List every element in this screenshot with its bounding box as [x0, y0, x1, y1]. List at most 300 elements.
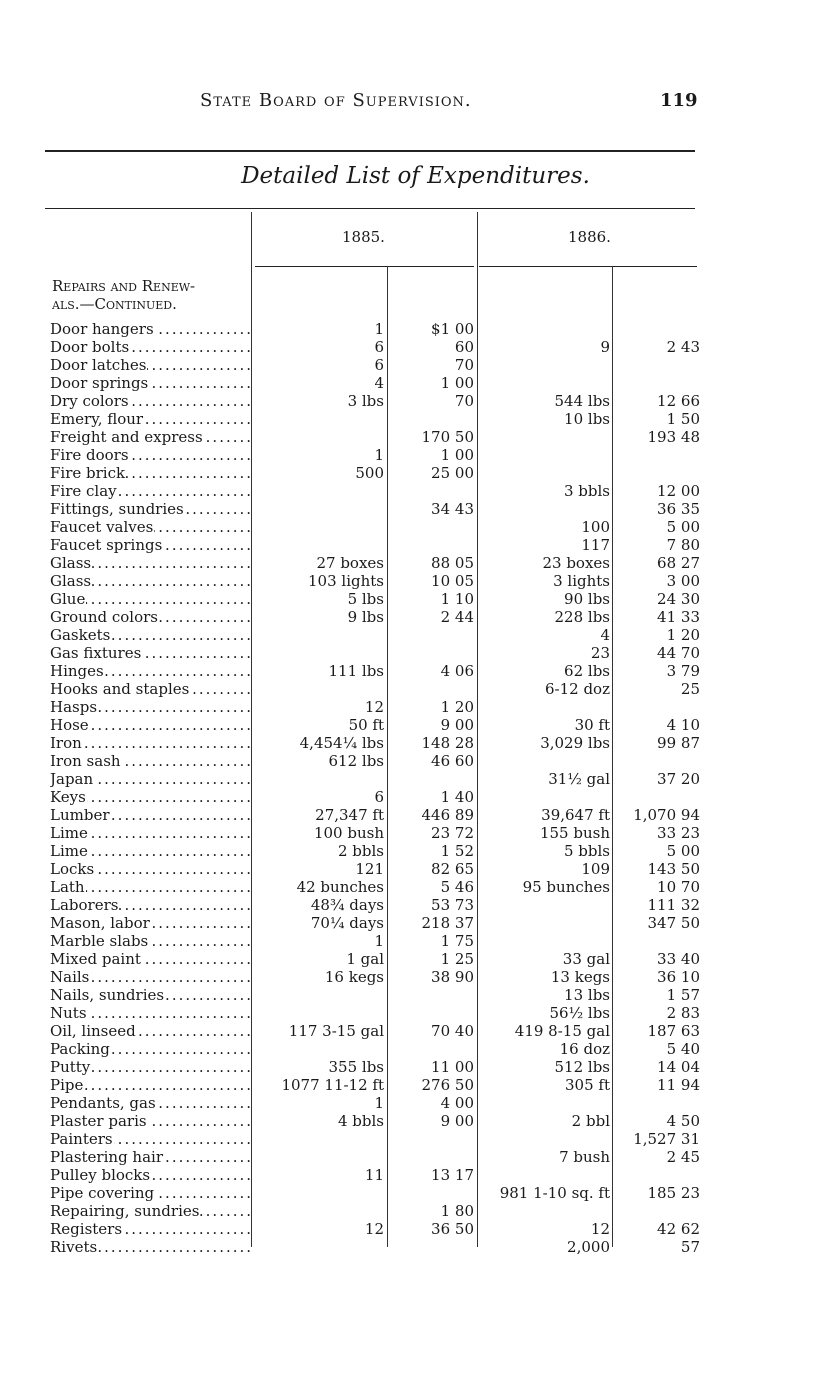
table-row	[0, 1220, 831, 1238]
row-label	[50, 1220, 250, 1238]
table-row	[0, 1058, 831, 1076]
table-row	[0, 410, 831, 428]
row-label	[50, 914, 250, 932]
row-label-text: Repairing, sundries	[50, 1202, 200, 1220]
quantity-1885: 11	[364, 1166, 384, 1184]
cost-1886: 187 63	[647, 1022, 700, 1040]
table-row	[0, 968, 831, 986]
quantity-1886: 9	[600, 338, 610, 356]
table-row	[0, 374, 831, 392]
quantity-1885	[258, 1004, 384, 1022]
quantity-1886: 419 8-15 gal	[514, 1022, 610, 1040]
quantity-1886: 13 lbs	[564, 986, 610, 1004]
quantity-1885: 121	[355, 860, 384, 878]
quantity-1886: 5 bbls	[563, 842, 610, 860]
table-row	[0, 1076, 831, 1094]
cost-1885: 25 00	[431, 464, 474, 482]
table-row	[0, 716, 831, 734]
row-label	[50, 464, 250, 482]
cost-1886: 347 50	[647, 914, 700, 932]
row-label	[50, 1112, 250, 1130]
row-label	[50, 788, 250, 806]
quantity-1886: 155 bush	[539, 824, 610, 842]
quantity-1885: 42 bunches	[296, 878, 384, 896]
row-label	[50, 1202, 250, 1220]
row-label	[50, 1058, 250, 1076]
cost-1886: 7 80	[666, 536, 700, 554]
quantity-1885: 1	[374, 1094, 384, 1112]
quantity-1886: 100	[581, 518, 610, 536]
cost-1885: 446 89	[421, 806, 474, 824]
quantity-1885: 3 lbs	[347, 392, 384, 410]
table-title: Detailed List of Expenditures.	[241, 163, 590, 189]
row-label	[50, 986, 250, 1004]
table-row	[0, 1004, 831, 1022]
row-label	[50, 716, 250, 734]
row-label	[50, 392, 250, 410]
row-label-text: Faucet valves	[50, 518, 154, 536]
row-label	[50, 428, 250, 446]
cost-1886: 4 10	[666, 716, 700, 734]
cost-1885	[390, 1184, 474, 1202]
quantity-1886: 39,647 ft	[541, 806, 610, 824]
row-label	[50, 1148, 250, 1166]
cost-1885: 1 00	[440, 374, 474, 392]
row-label	[50, 482, 250, 500]
table-row	[0, 824, 831, 842]
table-row	[0, 500, 831, 518]
row-label	[50, 338, 250, 356]
row-label-text: Pipe covering	[50, 1184, 155, 1202]
quantity-1885: 9 lbs	[347, 608, 384, 626]
cost-1885: 23 72	[431, 824, 474, 842]
row-label-text: Gas fixtures	[50, 644, 142, 662]
cost-1885: 1 52	[440, 842, 474, 860]
row-label	[50, 608, 250, 626]
cost-1886	[614, 356, 700, 374]
row-label-text: Fire brick	[50, 464, 126, 482]
table-top-rule	[45, 208, 695, 209]
quantity-1886: 16 doz	[559, 1040, 610, 1058]
cost-1886: 4 50	[666, 1112, 700, 1130]
table-row	[0, 1148, 831, 1166]
cost-1885: 9 00	[440, 716, 474, 734]
quantity-1885: 12	[364, 1220, 384, 1238]
quantity-1886: 95 bunches	[522, 878, 610, 896]
row-label	[50, 356, 250, 374]
quantity-1885: 6	[374, 788, 384, 806]
cost-1885: 36 50	[431, 1220, 474, 1238]
cost-1886: 41 33	[657, 608, 700, 626]
cost-1886: 3 79	[666, 662, 700, 680]
quantity-1885	[258, 1238, 384, 1256]
cost-1885: 276 50	[421, 1076, 474, 1094]
table-row	[0, 1094, 831, 1112]
cost-1886: 12 66	[657, 392, 700, 410]
table-row	[0, 842, 831, 860]
cost-1886: 33 40	[657, 950, 700, 968]
cost-1886: 185 23	[647, 1184, 700, 1202]
row-label-text: Glass	[50, 554, 92, 572]
quantity-1885: 27 boxes	[316, 554, 384, 572]
quantity-1886	[482, 932, 610, 950]
row-label-text: Dry colors	[50, 392, 129, 410]
quantity-1886: 13 kegs	[550, 968, 610, 986]
row-label	[50, 1130, 250, 1148]
table-row	[0, 662, 831, 680]
quantity-1885: 6	[374, 356, 384, 374]
quantity-1885: 612 lbs	[328, 752, 384, 770]
section-heading-line1: Repairs and Renew-	[52, 277, 196, 295]
quantity-1885: 4	[374, 374, 384, 392]
quantity-1886: 2 bbl	[571, 1112, 610, 1130]
cost-1886	[614, 1166, 700, 1184]
section-heading-line2: als.—Continued.	[52, 295, 177, 313]
row-label	[50, 446, 250, 464]
quantity-1885	[258, 1148, 384, 1166]
quantity-1885: 100 bush	[313, 824, 384, 842]
quantity-1886	[482, 752, 610, 770]
row-label	[50, 500, 250, 518]
cost-1885: 13 17	[431, 1166, 474, 1184]
quantity-1885: 1	[374, 932, 384, 950]
row-label	[50, 518, 250, 536]
quantity-1886: 62 lbs	[564, 662, 610, 680]
table-row	[0, 338, 831, 356]
table-row	[0, 752, 831, 770]
quantity-1886: 6-12 doz	[544, 680, 610, 698]
table-row	[0, 590, 831, 608]
cost-1886	[614, 374, 700, 392]
quantity-1885: 4,454¼ lbs	[299, 734, 384, 752]
quantity-1886: 33 gal	[562, 950, 610, 968]
table-row	[0, 914, 831, 932]
row-label	[50, 680, 250, 698]
cost-1885: 82 65	[431, 860, 474, 878]
row-label	[50, 374, 250, 392]
row-label	[50, 554, 250, 572]
quantity-1886	[482, 320, 610, 338]
quantity-1885: 6	[374, 338, 384, 356]
cost-1886	[614, 932, 700, 950]
row-label-text: Iron sash	[50, 752, 121, 770]
row-label	[50, 842, 250, 860]
cost-1885	[390, 482, 474, 500]
cost-1885: 70	[454, 356, 474, 374]
row-label	[50, 626, 250, 644]
cost-1886: 99 87	[657, 734, 700, 752]
cost-1885: 1 25	[440, 950, 474, 968]
table-row	[0, 626, 831, 644]
quantity-1886: 12	[590, 1220, 610, 1238]
table-row	[0, 1238, 831, 1256]
cost-1886: 14 04	[657, 1058, 700, 1076]
row-label	[50, 824, 250, 842]
row-label	[50, 572, 250, 590]
row-label-text: Nails, sundries	[50, 986, 165, 1004]
cost-1886: 111 32	[647, 896, 700, 914]
row-label-text: Pendants, gas	[50, 1094, 156, 1112]
quantity-1885	[258, 536, 384, 554]
row-label-text: Painters	[50, 1130, 113, 1148]
cost-1886: 25	[680, 680, 700, 698]
quantity-1885: 1 gal	[346, 950, 384, 968]
cost-1885: 4 00	[440, 1094, 474, 1112]
row-label-text: Door springs	[50, 374, 149, 392]
quantity-1885	[258, 986, 384, 1004]
quantity-1885: 1	[374, 320, 384, 338]
cost-1886	[614, 464, 700, 482]
quantity-1885	[258, 482, 384, 500]
cost-1886	[614, 788, 700, 806]
table-row	[0, 932, 831, 950]
quantity-1885: 117 3-15 gal	[288, 1022, 384, 1040]
cost-1885	[390, 410, 474, 428]
row-label-text: Nails	[50, 968, 90, 986]
cost-1885: 60	[454, 338, 474, 356]
row-label	[50, 770, 250, 788]
row-label-text: Fire clay	[50, 482, 117, 500]
row-label	[50, 860, 250, 878]
year-1886: 1886.	[568, 228, 611, 246]
cost-1885	[390, 644, 474, 662]
row-label	[50, 932, 250, 950]
header-rule-1886	[479, 266, 697, 267]
quantity-1885: 70¼ days	[310, 914, 384, 932]
header-title: State Board of Supervision.	[200, 90, 472, 111]
row-label	[50, 1076, 250, 1094]
quantity-1885	[258, 518, 384, 536]
table-row	[0, 320, 831, 338]
cost-1886: 3 00	[666, 572, 700, 590]
quantity-1886	[482, 446, 610, 464]
quantity-1886: 117	[581, 536, 610, 554]
row-label-text: Locks	[50, 860, 95, 878]
page-number: 119	[660, 90, 698, 111]
row-label-text: Hose	[50, 716, 89, 734]
quantity-1885	[258, 500, 384, 518]
table-row	[0, 1022, 831, 1040]
row-label-text: Glass	[50, 572, 92, 590]
quantity-1886: 3 lights	[553, 572, 610, 590]
row-label	[50, 590, 250, 608]
cost-1885	[390, 518, 474, 536]
row-label	[50, 1040, 250, 1058]
cost-1886: 37 20	[657, 770, 700, 788]
table-row	[0, 356, 831, 374]
cost-1886: 5 00	[666, 842, 700, 860]
cost-1886: 42 62	[657, 1220, 700, 1238]
table-row	[0, 770, 831, 788]
quantity-1886	[482, 464, 610, 482]
row-label-text: Laborers	[50, 896, 119, 914]
table-row	[0, 446, 831, 464]
row-label	[50, 644, 250, 662]
quantity-1885	[258, 1202, 384, 1220]
row-label-text: Ground colors	[50, 608, 159, 626]
cost-1886: 33 23	[657, 824, 700, 842]
cost-1886: 44 70	[657, 644, 700, 662]
quantity-1885	[258, 626, 384, 644]
cost-1885: 2 44	[440, 608, 474, 626]
row-label-text: Iron	[50, 734, 82, 752]
quantity-1886: 23 boxes	[542, 554, 610, 572]
cost-1886: 24 30	[657, 590, 700, 608]
cost-1886: 5 00	[666, 518, 700, 536]
quantity-1885: 16 kegs	[324, 968, 384, 986]
row-label	[50, 1184, 250, 1202]
cost-1885: 38 90	[431, 968, 474, 986]
cost-1885: 170 50	[421, 428, 474, 446]
table-row	[0, 698, 831, 716]
table-row	[0, 1130, 831, 1148]
row-label-text: Faucet springs	[50, 536, 163, 554]
cost-1885: 1 00	[440, 446, 474, 464]
row-label	[50, 752, 250, 770]
quantity-1885: 103 lights	[308, 572, 384, 590]
row-label-text: Door bolts	[50, 338, 130, 356]
cost-1885: 1 10	[440, 590, 474, 608]
quantity-1885: 2 bbls	[337, 842, 384, 860]
table-row	[0, 788, 831, 806]
row-label-text: Gaskets	[50, 626, 111, 644]
quantity-1885	[258, 428, 384, 446]
row-label-text: Marble slabs	[50, 932, 149, 950]
cost-1885: 1 80	[440, 1202, 474, 1220]
cost-1886	[614, 1202, 700, 1220]
cost-1886: 1 57	[666, 986, 700, 1004]
row-label	[50, 734, 250, 752]
quantity-1886	[482, 788, 610, 806]
row-label	[50, 1022, 250, 1040]
cost-1885: 218 37	[421, 914, 474, 932]
table-row	[0, 518, 831, 536]
row-label	[50, 320, 250, 338]
quantity-1886: 544 lbs	[554, 392, 610, 410]
quantity-1886: 2,000	[567, 1238, 610, 1256]
row-label-text: Lumber	[50, 806, 110, 824]
row-label-text: Mason, labor	[50, 914, 150, 932]
cost-1885	[390, 1148, 474, 1166]
quantity-1886	[482, 914, 610, 932]
cost-1886	[614, 698, 700, 716]
quantity-1885	[258, 410, 384, 428]
cost-1886	[614, 320, 700, 338]
cost-1885	[390, 770, 474, 788]
cost-1885: 88 05	[431, 554, 474, 572]
quantity-1886: 10 lbs	[564, 410, 610, 428]
row-label-text: Freight and express	[50, 428, 203, 446]
cost-1885: 46 60	[431, 752, 474, 770]
quantity-1886: 30 ft	[574, 716, 610, 734]
quantity-1886	[482, 500, 610, 518]
row-label	[50, 950, 250, 968]
row-label	[50, 1094, 250, 1112]
cost-1885: 1 20	[440, 698, 474, 716]
row-label-text: Packing	[50, 1040, 110, 1058]
table-row	[0, 1040, 831, 1058]
cost-1885: 1 75	[440, 932, 474, 950]
table-row	[0, 1184, 831, 1202]
quantity-1886: 23	[590, 644, 610, 662]
cost-1886: 193 48	[647, 428, 700, 446]
cost-1885: $1 00	[431, 320, 474, 338]
table-row	[0, 464, 831, 482]
table-row	[0, 680, 831, 698]
row-label-text: Hinges	[50, 662, 104, 680]
table-row	[0, 878, 831, 896]
quantity-1885: 50 ft	[348, 716, 384, 734]
quantity-1885	[258, 1184, 384, 1202]
row-label	[50, 878, 250, 896]
row-label-text: Door latches	[50, 356, 147, 374]
quantity-1885	[258, 1040, 384, 1058]
quantity-1885: 12	[364, 698, 384, 716]
quantity-1886: 981 1-10 sq. ft	[499, 1184, 610, 1202]
quantity-1886	[482, 698, 610, 716]
row-label-text: Lime	[50, 842, 88, 860]
row-label-text: Nuts	[50, 1004, 87, 1022]
quantity-1886	[482, 356, 610, 374]
cost-1885: 5 46	[440, 878, 474, 896]
quantity-1885: 48¾ days	[310, 896, 384, 914]
cost-1886: 36 10	[657, 968, 700, 986]
cost-1885	[390, 626, 474, 644]
cost-1886	[614, 752, 700, 770]
table-row	[0, 860, 831, 878]
cost-1886: 12 00	[657, 482, 700, 500]
cost-1885	[390, 680, 474, 698]
table-row	[0, 536, 831, 554]
quantity-1885	[258, 680, 384, 698]
quantity-1886: 3,029 lbs	[540, 734, 610, 752]
table-row	[0, 392, 831, 410]
cost-1886: 1,070 94	[633, 806, 700, 824]
table-row	[0, 896, 831, 914]
row-label	[50, 1166, 250, 1184]
quantity-1886	[482, 374, 610, 392]
quantity-1886	[482, 1130, 610, 1148]
quantity-1885: 27,347 ft	[315, 806, 384, 824]
cost-1886: 1,527 31	[633, 1130, 700, 1148]
row-label	[50, 1238, 250, 1256]
cost-1885: 34 43	[431, 500, 474, 518]
table-row	[0, 554, 831, 572]
row-label-text: Pulley blocks	[50, 1166, 151, 1184]
row-label-text: Plaster paris	[50, 1112, 147, 1130]
cost-1885	[390, 1040, 474, 1058]
row-label	[50, 806, 250, 824]
cost-1885	[390, 986, 474, 1004]
row-label-text: Japan	[50, 770, 94, 788]
row-label-text: Oil, linseed	[50, 1022, 136, 1040]
section-heading	[52, 277, 195, 313]
quantity-1886: 109	[581, 860, 610, 878]
year-1885: 1885.	[342, 228, 385, 246]
cost-1885: 10 05	[431, 572, 474, 590]
table-row	[0, 950, 831, 968]
running-header	[0, 90, 831, 120]
table-row	[0, 1112, 831, 1130]
cost-1886: 10 70	[657, 878, 700, 896]
row-label-text: Fittings, sundries	[50, 500, 184, 518]
cost-1885: 1 40	[440, 788, 474, 806]
quantity-1885: 1077 11-12 ft	[281, 1076, 384, 1094]
quantity-1886: 228 lbs	[554, 608, 610, 626]
table-row	[0, 734, 831, 752]
row-label-text: Hasps	[50, 698, 98, 716]
row-label	[50, 662, 250, 680]
